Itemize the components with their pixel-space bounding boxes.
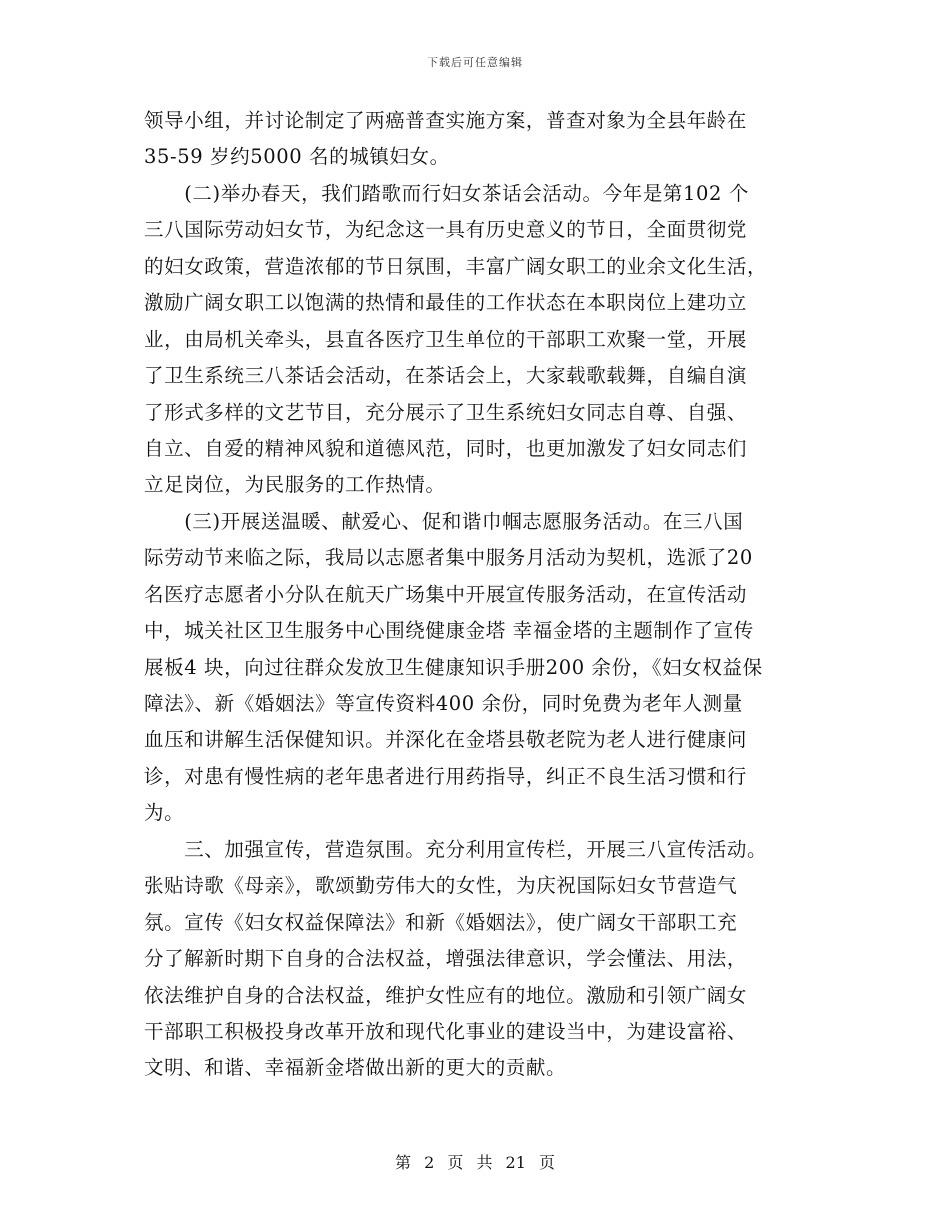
text-line: 业，由局机关牵头，县直各医疗卫生单位的干部职工欢聚一堂，开展 <box>144 327 748 351</box>
text-line: 诊，对患有慢性病的老年患者进行用药指导，纠正不良生活习惯和行 <box>144 764 748 788</box>
text-line: 了形式多样的文艺节目，充分展示了卫生系统妇女同志自尊、自强、 <box>144 400 748 424</box>
text-line: (三)开展送温暖、献爱心、促和谐巾帼志愿服务活动。在三八国 <box>144 509 744 533</box>
text-line: 干部职工积极投身改革开放和现代化事业的建设当中，为建设富裕、 <box>144 1019 748 1043</box>
text-line: 自立、自爱的精神风貌和道德风范，同时，也更加激发了妇女同志们 <box>144 436 748 460</box>
text-line: 名医疗志愿者小分队在航天广场集中开展宣传服务活动，在宣传活动 <box>144 582 748 606</box>
text-line: 展板4 块，向过往群众发放卫生健康知识手册200 余份，《妇女权益保 <box>144 655 763 679</box>
text-line: 激励广阔女职工以饱满的热情和最佳的工作状态在本职岗位上建功立 <box>144 291 748 315</box>
text-line: 三八国际劳动妇女节，为纪念这一具有历史意义的节日，全面贯彻党 <box>144 218 748 242</box>
text-line: 的妇女政策，营造浓郁的节日氛围，丰富广阔女职工的业余文化生活， <box>144 254 768 278</box>
text-line: 张贴诗歌《母亲》，歌颂勤劳伟大的女性，为庆祝国际妇女节营造气 <box>144 874 738 898</box>
page-header-note: 下载后可任意编辑 <box>427 56 523 69</box>
text-line: 领导小组，并讨论制定了两癌普查实施方案，普查对象为全县年龄在 <box>144 109 748 132</box>
text-line: 障法》、新《婚姻法》等宣传资料400 余份，同时免费为老年人测量 <box>144 692 743 715</box>
text-line: 了卫生系统三八茶话会活动，在茶话会上，大家载歌载舞，自编自演 <box>144 364 748 388</box>
text-line: 分了解新时期下自身的合法权益，增强法律意识，学会懂法、用法， <box>144 947 748 971</box>
document-body <box>144 103 810 1087</box>
text-line: 为。 <box>144 801 185 825</box>
text-line: 际劳动节来临之际，我局以志愿者集中服务月活动为契机，选派了20 <box>144 546 753 570</box>
text-line: 三、加强宣传，营造氛围。充分利用宣传栏，开展三八宣传活动。 <box>144 837 768 861</box>
text-line: 文明、和谐、幸福新金塔做出新的更大的贡献。 <box>144 1056 567 1080</box>
text-line: 血压和讲解生活保健知识。并深化在金塔县敬老院为老人进行健康问 <box>144 728 748 752</box>
text-line: 中，城关社区卫生服务中心围绕健康金塔 幸福金塔的主题制作了宣传 <box>144 619 754 643</box>
text-line: 依法维护自身的合法权益，维护女性应有的地位。激励和引领广阔女 <box>144 983 748 1007</box>
text-line: 氛。宣传《妇女权益保障法》和新《婚姻法》，使广阔女干部职工充 <box>144 910 738 934</box>
text-line: 35-59 岁约5000 名的城镇妇女。 <box>144 145 450 169</box>
text-line: 立足岗位，为民服务的工作热情。 <box>144 473 446 497</box>
page-number: 第 2 页 共 21 页 <box>395 1153 555 1172</box>
text-line: (二)举办春天，我们踏歌而行妇女茶话会活动。今年是第102 个 <box>144 181 749 205</box>
